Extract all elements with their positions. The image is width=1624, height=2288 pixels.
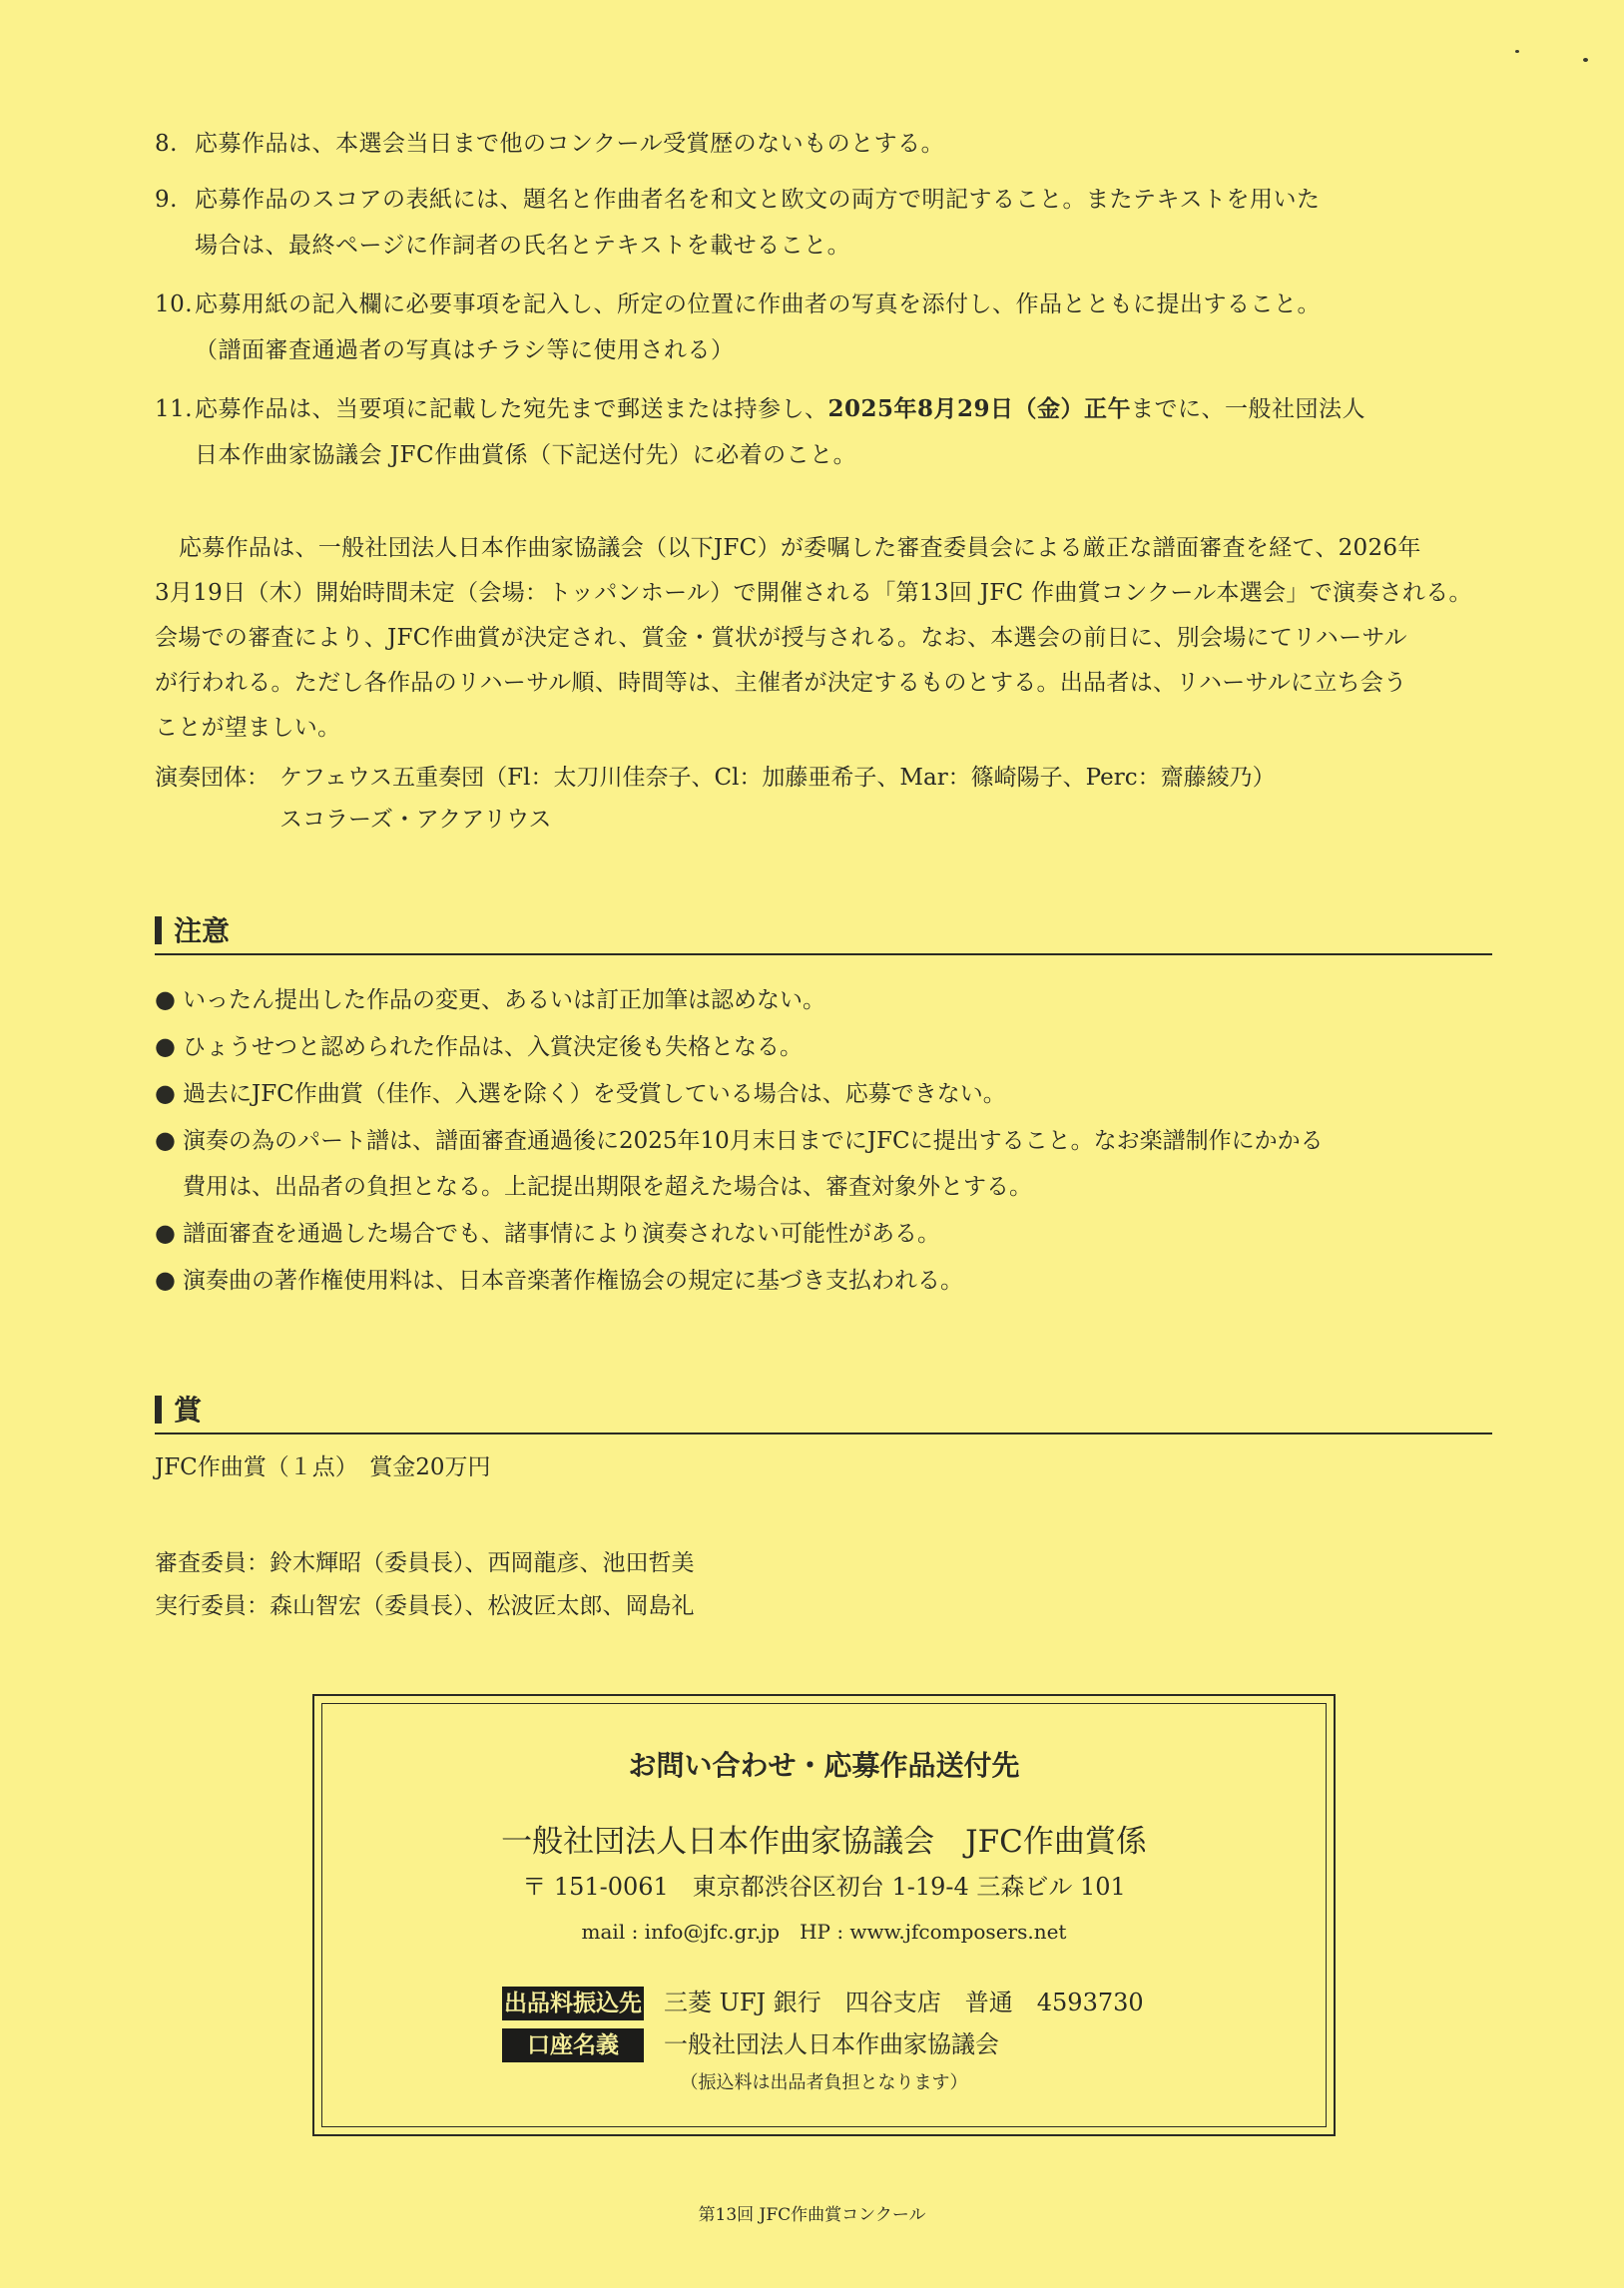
transfer-fee-note: （振込料は出品者負担となります） bbox=[680, 2072, 968, 2093]
payment-value: 三菱 UFJ 銀行 四谷支店 普通 4593730 bbox=[664, 1989, 1144, 2016]
performers-line: ケフェウス五重奏団（Fl：太刀川佳奈子、Cl：加藤亜希子、Mar：篠崎陽子、Perc：齋藤綾乃） bbox=[279, 765, 1276, 791]
list-item bbox=[155, 976, 1492, 1023]
rule-text: 応募作品は、本選会当日まで他のコンクール受賞歴のないものとする。 bbox=[195, 131, 945, 157]
payment-label: 出品料振込先 bbox=[502, 1987, 644, 2020]
paragraph-line: 3月19日（木）開始時間未定（会場：トッパンホール）で開催される「第13回 JFC 作曲賞コンクール本選会」で演奏される。 bbox=[155, 580, 1472, 606]
heading-bar-icon bbox=[155, 1396, 162, 1424]
heading-bar-icon bbox=[155, 916, 162, 944]
rule-text: 応募用紙の記入欄に必要事項を記入し、所定の位置に作曲者の写真を添付し、作品とともに提出すること。 bbox=[195, 291, 1321, 317]
performers-label: 演奏団体： bbox=[155, 765, 270, 791]
performers bbox=[155, 757, 1492, 841]
contact-title: お問い合わせ・応募作品送付先 bbox=[628, 1749, 1020, 1782]
contact-box-inner bbox=[321, 1703, 1327, 2127]
list-item bbox=[155, 1023, 1492, 1070]
rule-item bbox=[155, 121, 1492, 167]
deadline-text: 2025年8月29日（金）正午 bbox=[827, 395, 1132, 422]
rule-item bbox=[155, 282, 1492, 373]
caution-text-continued: 費用は、出品者の負担となる。上記提出期限を超えた場合は、審査対象外とする。 bbox=[183, 1174, 1032, 1200]
caution-text: 過去にJFC作曲賞（佳作、入選を除く）を受賞している場合は、応募できない。 bbox=[183, 1081, 1006, 1107]
footer-text: 第13回 JFC作曲賞コンクール bbox=[698, 2205, 926, 2225]
performance-paragraph bbox=[155, 526, 1492, 751]
paragraph-line: 会場での審査により、JFC作曲賞が決定され、賞金・賞状が授与される。なお、本選会の前日に、別会場にてリハーサル bbox=[155, 625, 1407, 651]
account-row bbox=[502, 2025, 999, 2063]
caution-list bbox=[155, 976, 1492, 1304]
scan-speck bbox=[1515, 50, 1519, 53]
account-value: 一般社団法人日本作曲家協議会 bbox=[664, 2030, 999, 2058]
rule-text: までに、一般社団法人 bbox=[1131, 396, 1366, 422]
list-item bbox=[155, 1117, 1492, 1210]
paragraph-line: ことが望ましい。 bbox=[155, 715, 341, 741]
list-item bbox=[155, 1210, 1492, 1257]
contact-organization: 一般社団法人日本作曲家協議会 JFC作曲賞係 bbox=[501, 1824, 1147, 1860]
rule-text: 応募作品は、当要項に記載した宛先まで郵送または持参し、 bbox=[195, 396, 828, 422]
contact-mail: mail : info@jfc.gr.jp HP : www.jfcomposers.net bbox=[581, 1920, 1067, 1944]
rule-item bbox=[155, 177, 1492, 269]
prize-heading bbox=[155, 1391, 1492, 1434]
account-label: 口座名義 bbox=[502, 2028, 644, 2062]
prize-heading-text: 賞 bbox=[174, 1394, 203, 1427]
payment-row bbox=[502, 1984, 1144, 2021]
rule-text: 応募作品のスコアの表紙には、題名と作曲者名を和文と欧文の両方で明記すること。またテキストを用いた bbox=[195, 187, 1321, 213]
caution-heading-text: 注意 bbox=[174, 914, 231, 947]
caution-text: いったん提出した作品の変更、あるいは訂正加筆は認めない。 bbox=[183, 987, 825, 1013]
contact-box bbox=[312, 1694, 1336, 2136]
rule-number: 10. bbox=[155, 291, 194, 317]
bullet-icon: ● bbox=[155, 1266, 176, 1294]
list-item bbox=[155, 1257, 1492, 1304]
contact-address: 〒 151-0061 東京都渋谷区初台 1-19-4 三森ビル 101 bbox=[522, 1873, 1126, 1901]
rule-item bbox=[155, 386, 1492, 478]
bullet-icon: ● bbox=[155, 1126, 176, 1154]
rule-text-continued: 日本作曲家協議会 JFC作曲賞係（下記送付先）に必着のこと。 bbox=[195, 442, 857, 468]
judges-committee: 審査委員：鈴木輝昭（委員長）、西岡龍彦、池田哲美 bbox=[155, 1550, 695, 1576]
rule-number: 11. bbox=[155, 396, 194, 422]
caution-text: 演奏の為のパート譜は、譜面審査通過後に2025年10月末日までにJFCに提出すること。なお楽譜制作にかかる bbox=[183, 1128, 1324, 1154]
bullet-icon: ● bbox=[155, 1219, 176, 1247]
bullet-icon: ● bbox=[155, 1079, 176, 1107]
rule-text-continued: （譜面審査通過者の写真はチラシ等に使用される） bbox=[195, 337, 735, 363]
rule-text-continued: 場合は、最終ページに作詞者の氏名とテキストを載せること。 bbox=[195, 233, 851, 259]
rule-number: 8. bbox=[155, 131, 178, 157]
paragraph-line: が行われる。ただし各作品のリハーサル順、時間等は、主催者が決定するものとする。出品者は、リハーサルに立ち会う bbox=[155, 670, 1407, 696]
bullet-icon: ● bbox=[155, 1032, 176, 1060]
list-item bbox=[155, 1070, 1492, 1117]
caution-text: 演奏曲の著作権使用料は、日本音楽著作権協会の規定に基づき支払われる。 bbox=[183, 1268, 963, 1294]
scan-speck bbox=[1583, 58, 1588, 62]
caution-text: 譜面審査を通過した場合でも、諸事情により演奏されない可能性がある。 bbox=[183, 1221, 940, 1247]
caution-text: ひょうせつと認められた作品は、入賞決定後も失格となる。 bbox=[183, 1034, 803, 1060]
paragraph-line: 応募作品は、一般社団法人日本作曲家協議会（以下JFC）が委嘱した審査委員会による厳正な譜面審査を経て、2026年 bbox=[179, 535, 1421, 561]
rule-number: 9. bbox=[155, 187, 178, 213]
prize-text: JFC作曲賞（１点） 賞金20万円 bbox=[155, 1454, 491, 1480]
bullet-icon: ● bbox=[155, 985, 176, 1013]
caution-heading bbox=[155, 911, 1492, 955]
executive-committee: 実行委員：森山智宏（委員長）、松波匠太郎、岡島礼 bbox=[155, 1593, 695, 1619]
performers-line: スコラーズ・アクアリウス bbox=[279, 807, 552, 833]
